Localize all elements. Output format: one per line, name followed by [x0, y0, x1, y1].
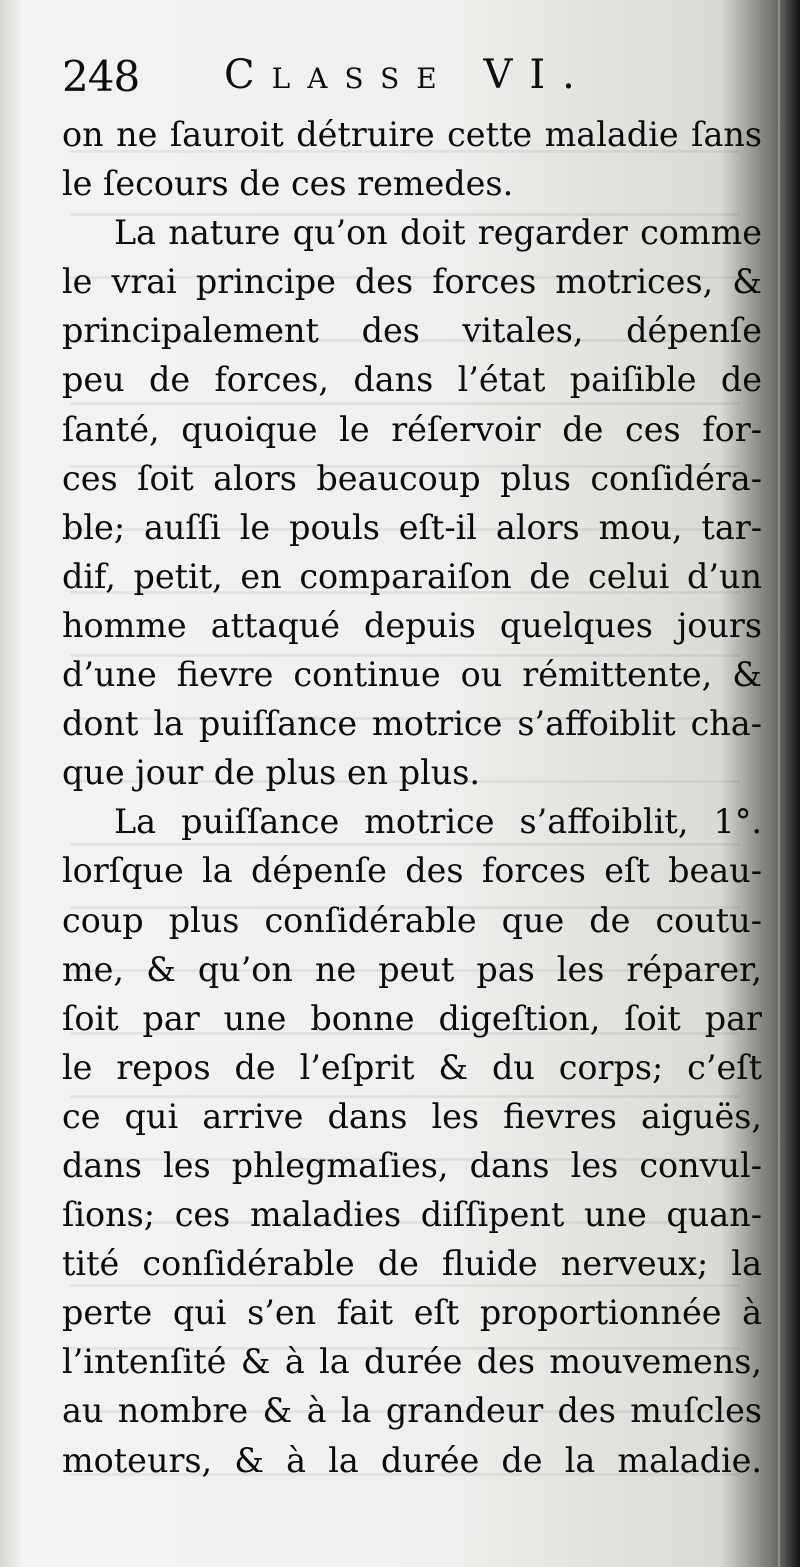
- text-line: ce qui arrive dans les fievres aiguës,: [62, 1096, 762, 1136]
- text-line: l’intenſité & à la durée des mouvemens,: [62, 1342, 762, 1382]
- page-gutter-shadow: [0, 0, 22, 1567]
- text-line: d’une fievre continue ou rémittente, &: [62, 655, 762, 695]
- page-edge-line: [778, 0, 780, 1567]
- text-line: La nature qu’on doit regarder comme: [114, 213, 762, 253]
- running-title: Classe VI.: [224, 52, 592, 98]
- text-line: me, & qu’on ne peut pas les réparer,: [62, 949, 762, 989]
- page-number: 248: [62, 52, 140, 101]
- text-line: principalement des vitales, dépenſe: [62, 311, 762, 351]
- body-text: [62, 110, 762, 1485]
- text-line: coup plus conſidérable que de coutu-: [62, 900, 762, 940]
- text-line: ſions; ces maladies diſſipent une quan-: [62, 1195, 762, 1235]
- text-line: dif, petit, en comparaiſon de celui d’un: [62, 556, 762, 596]
- text-line: on ne ſauroit détruire cette maladie ſans: [62, 115, 762, 154]
- text-line: peu de forces, dans l’état paiſible de: [62, 360, 762, 400]
- text-line: dont la puiſſance motrice s’affoiblit cha-: [62, 704, 762, 744]
- text-line: le vrai principe des forces motrices, &: [62, 262, 762, 302]
- text-line: au nombre & à la grandeur des muſcles: [62, 1391, 762, 1431]
- text-line: ces ſoit alors beaucoup plus conſidéra-: [62, 458, 762, 498]
- text-line: le ſecours de ces remedes.: [62, 164, 514, 204]
- page-header: [62, 44, 752, 106]
- text-line: dans les phlegmaſies, dans les convul-: [62, 1145, 762, 1185]
- text-line: que jour de plus en plus.: [62, 753, 481, 793]
- text-line: La puiſſance motrice s’affoiblit, 1°.: [114, 802, 762, 842]
- page-edge: [786, 0, 800, 1567]
- text-line: le repos de l’eſprit & du corps; c’eſt: [62, 1047, 762, 1087]
- text-line: ſoit par une bonne digeſtion, ſoit par: [62, 998, 762, 1038]
- text-line: moteurs, & à la durée de la maladie.: [62, 1440, 762, 1480]
- text-line: perte qui s’en fait eſt proportionnée à: [62, 1293, 762, 1333]
- text-line: tité conſidérable de fluide nerveux; la: [62, 1244, 762, 1284]
- text-line: lorſque la dépenſe des forces eſt beau-: [62, 851, 762, 891]
- text-line: ble; auſſi le pouls eſt-il alors mou, tar-: [62, 507, 762, 547]
- text-line: homme attaqué depuis quelques jours: [62, 605, 762, 645]
- text-line: ſanté, quoique le réſervoir de ces for-: [62, 409, 762, 449]
